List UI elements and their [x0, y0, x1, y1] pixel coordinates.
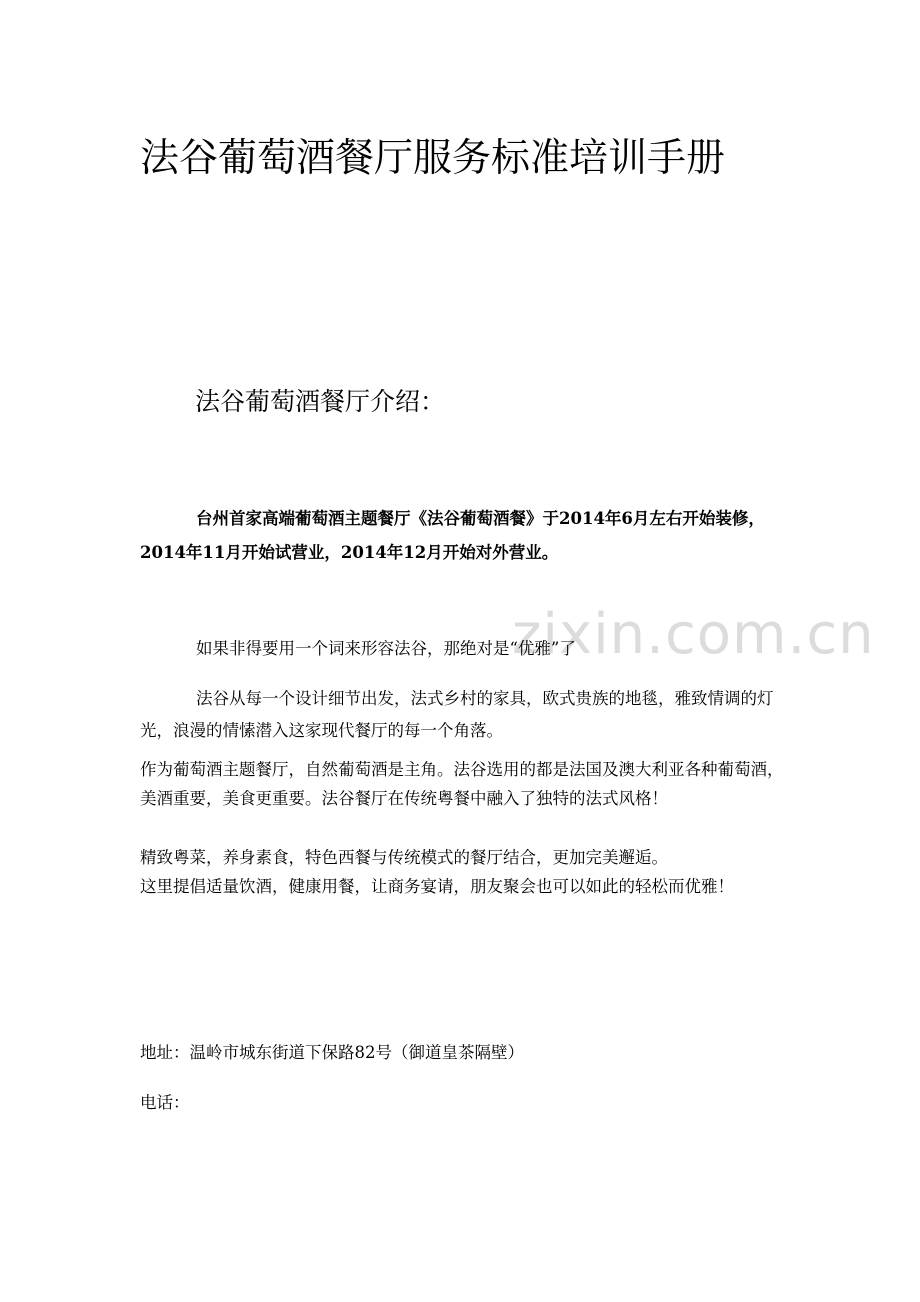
wine-paragraph: 作为葡萄酒主题餐厅，自然葡萄酒是主角。法谷选用的都是法国及澳大利亚各种葡萄酒，美酒重要，美食更重要。法谷餐厅在传统粤餐中融入了独特的法式风格！: [140, 760, 784, 808]
watermark: zixin.com.cn: [512, 602, 875, 667]
elegant-paragraph: 如果非得要用一个词来形容法谷，那绝对是“优雅”了: [196, 639, 576, 658]
design-paragraph: 法谷从每一个设计细节出发，法式乡村的家具，欧式贵族的地毯，雅致情调的灯光，浪漫的情愫潜入这家现代餐厅的每一个角落。: [140, 689, 774, 740]
phone-line: 电话：: [140, 1093, 190, 1112]
address-line: 地址：温岭市城东街道下保路82号（御道皇茶隔壁）: [140, 1043, 524, 1062]
section-heading: 法谷葡萄酒餐厅介绍：: [195, 387, 446, 416]
intro-paragraph: 台州首家高端葡萄酒主题餐厅《法谷葡萄酒餐》于2014年6月左右开始装修，2014年11月开始试营业，2014年12月开始对外营业。: [140, 509, 765, 562]
drinking-paragraph: 这里提倡适量饮酒，健康用餐，让商务宴请，朋友聚会也可以如此的轻松而优雅！: [140, 877, 734, 896]
document-title: 法谷葡萄酒餐厅服务标准培训手册: [140, 136, 726, 181]
cuisine-paragraph: 精致粤菜，养身素食，特色西餐与传统模式的餐厅结合，更加完美邂逅。: [140, 848, 668, 867]
